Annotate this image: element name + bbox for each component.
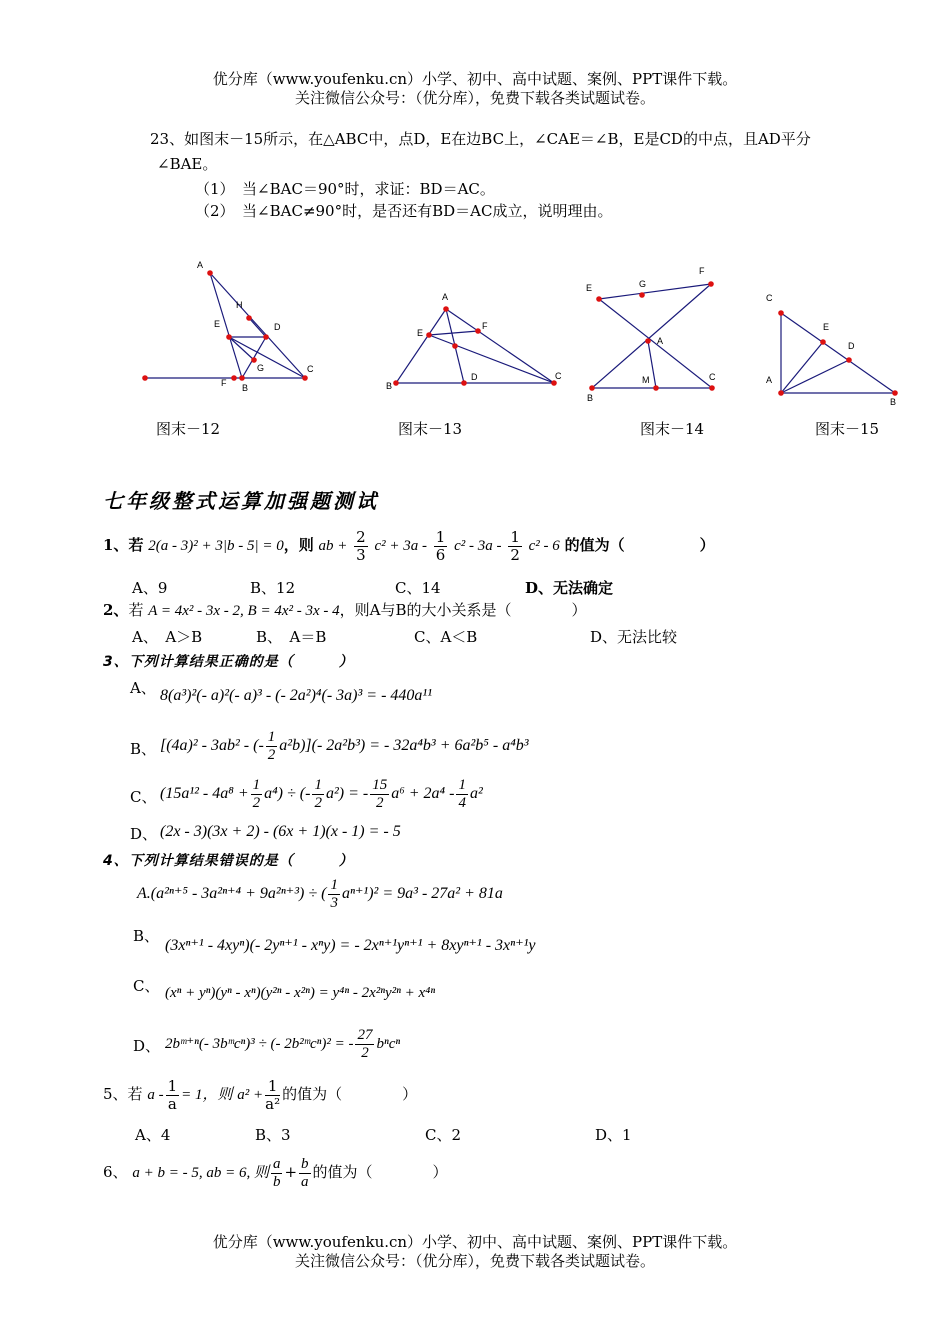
figure-14	[578, 262, 728, 407]
q23-line-2: ∠BAE。	[157, 155, 218, 173]
fig15-label-d: D	[848, 341, 855, 351]
caption-fig-12: 图末－12	[156, 420, 221, 438]
caption-fig-13: 图末－13	[398, 420, 463, 438]
q5-option-b: B、3	[255, 1126, 291, 1144]
fig14-label-a: A	[657, 336, 664, 346]
q6-stem: 6、 a + b = - 5, ab = 6, 则 $\frac{a}{b}$ + $\frac{b}{a}$ 的值为（ ）	[103, 1155, 448, 1190]
figure-15	[760, 290, 910, 410]
q2-option-d: D、无法比较	[590, 628, 678, 646]
fig12-label-h: H	[236, 300, 243, 310]
fig12-label-e: E	[214, 319, 221, 329]
q3-option-c-expr: (15a¹² - 4a⁸ + $\frac{1}{2}$ a⁴) ÷ (- $\frac{1}{2}$ a²) = - $\frac{15}{2}$ a⁶ + 2a⁴ - $\frac{1}{4}$ a²	[160, 776, 483, 811]
fig15-label-e: E	[823, 322, 830, 332]
q3-stem	[103, 651, 354, 671]
q4-option-b-label: B、	[133, 927, 160, 945]
q5-option-c: C、2	[425, 1126, 462, 1144]
fig14-label-e: E	[586, 283, 593, 293]
fig12-label-g: G	[257, 363, 265, 373]
fig12-label-b: B	[242, 383, 249, 393]
q4-option-d-expr: 2bᵐ⁺ⁿ(- 3bᵐcⁿ)³ ÷ (- 2b²ᵐcⁿ)² = - $\frac{27}{2}$ bⁿcⁿ	[165, 1027, 401, 1062]
q1-fraction-3: $\frac{1}{2}$	[510, 527, 520, 564]
fig13-label-f: F	[482, 321, 488, 331]
q5-option-d: D、1	[595, 1126, 632, 1144]
footer-line-1: 优分库（www.youfenku.cn）小学、初中、高中试题、案例、PPT课件下载。	[212, 1233, 738, 1251]
q4-option-d-label: D、	[133, 1037, 161, 1055]
q1-condition: 2(a - 3)² + 3|b - 5| = 0	[148, 538, 284, 554]
q3-option-a-label: A、	[130, 679, 156, 697]
fig12-label-f: F	[221, 378, 227, 388]
fig12-label-a: A	[197, 260, 204, 270]
q4-text: 下列计算结果错误的是（ ）	[128, 853, 354, 869]
fig12-label-c: C	[307, 364, 314, 374]
header-line-2: 关注微信公众号：（优分库），免费下载各类试题试卷。	[294, 89, 655, 107]
q6-number: 6、	[103, 1163, 128, 1181]
figure-12	[130, 255, 330, 400]
q2-pre: 若	[128, 601, 144, 619]
q3-option-d-expr: (2x - 3)(3x + 2) - (6x + 1)(x - 1) = - 5	[160, 823, 401, 840]
header-line-1: 优分库（www.youfenku.cn）小学、初中、高中试题、案例、PPT课件下载。	[212, 70, 738, 88]
q3-option-c-label: C、	[130, 788, 157, 806]
fig15-label-a: A	[766, 375, 773, 385]
q3-option-a-expr: 8(a³)²(- a)²(- a)³ - (- 2a²)⁴(- 3a)³ = - 440a¹¹	[160, 687, 432, 704]
q1-option-c: C、14	[395, 579, 441, 597]
q2-stem	[103, 599, 587, 620]
q1-mid: ，则	[283, 536, 314, 554]
fig14-label-g: G	[639, 279, 647, 289]
footer-line-2: 关注微信公众号：（优分库），免费下载各类试题试卷。	[294, 1252, 655, 1270]
q23-sub-2: （2） 当∠BAC≠90°时，是否还有BD＝AC成立，说明理由。	[195, 202, 613, 220]
q23-sub-1: （1） 当∠BAC＝90°时，求证：BD＝AC。	[195, 180, 495, 198]
caption-fig-14: 图末－14	[640, 420, 705, 438]
fig15-label-b: B	[890, 397, 897, 407]
q2-post: ，则A与B的大小关系是（ ）	[339, 601, 587, 619]
q23-line-1: 23、如图末－15所示，在△ABC中，点D，E在边BC上，∠CAE＝∠B，E是CD的中点，且AD平分	[150, 130, 811, 148]
q4-option-c-expr: (xⁿ + yⁿ)(yⁿ - xⁿ)(y²ⁿ - x²ⁿ) = y⁴ⁿ - 2x²ⁿy²ⁿ + x⁴ⁿ	[165, 985, 436, 1001]
q5-number: 5、若	[103, 1085, 143, 1103]
q1-expr-a: ab +	[318, 538, 348, 554]
q1-option-d: D、无法确定	[525, 579, 614, 597]
fig13-label-b: B	[386, 381, 393, 391]
q1-expr-c: c² - 3a -	[454, 538, 502, 554]
q2-option-c: C、A＜B	[414, 628, 478, 646]
fig13-label-d: D	[471, 372, 478, 382]
fig12-label-d: D	[274, 322, 281, 332]
q4-option-a-expr: A.(a²ⁿ⁺⁵ - 3a²ⁿ⁺⁴ + 9a²ⁿ⁺³) ÷ ( $\frac{1}{3}$ aⁿ⁺¹)² = 9a³ - 27a² + 81a	[137, 876, 503, 911]
fig13-label-a: A	[442, 292, 449, 302]
q5-stem: 5、若 a - $\frac{1}{a}$ = 1，则 a² + $\frac{1}{\text{a²}}$ 的值为（ ）	[103, 1076, 418, 1113]
fig13-label-e: E	[417, 328, 424, 338]
q1-option-a: A、9	[132, 579, 168, 597]
q4-number: 4、	[103, 853, 129, 869]
q3-number: 3、	[103, 654, 129, 670]
q1-stem	[103, 528, 715, 564]
q1-option-b: B、12	[250, 579, 296, 597]
q5-option-a: A、4	[135, 1126, 171, 1144]
caption-fig-15: 图末－15	[815, 420, 880, 438]
fig14-label-m: M	[642, 375, 650, 385]
q4-stem	[103, 850, 354, 870]
q1-fraction-2: $\frac{1}{6}$	[435, 527, 446, 564]
fig14-label-b: B	[587, 393, 594, 403]
q1-expr-b: c² + 3a -	[374, 538, 428, 554]
q3-option-b-label: B、	[130, 740, 157, 758]
q1-post: 的值为（ ）	[564, 536, 715, 554]
q2-expr: A = 4x² - 3x - 2, B = 4x² - 3x - 4	[148, 603, 340, 619]
section-title: 七年级整式运算加强题测试	[103, 489, 379, 513]
q4-option-c-label: C、	[133, 977, 160, 995]
q3-option-b-expr: [(4a)² - 3ab² - (- $\frac{1}{2}$ a²b)](- 2a²b³) = - 32a⁴b³ + 6a²b⁵ - a⁴b³	[160, 728, 529, 763]
q1-expr-d: c² - 6	[528, 538, 560, 554]
q1-pre: 若	[128, 536, 144, 554]
fig15-label-c: C	[766, 293, 773, 303]
fig14-label-c: C	[709, 372, 716, 382]
q2-option-b: B、 A＝B	[256, 628, 327, 646]
q2-number: 2、	[103, 601, 129, 619]
figure-13	[380, 285, 570, 395]
fig14-label-f: F	[699, 266, 705, 276]
q1-fraction-1: $\frac{2}{3}$	[356, 527, 366, 564]
fig13-label-c: C	[555, 371, 562, 381]
q2-option-a: A、 A＞B	[132, 628, 203, 646]
q3-option-d-label: D、	[130, 825, 158, 843]
q3-text: 下列计算结果正确的是（ ）	[128, 654, 354, 670]
q4-option-b-expr: (3xⁿ⁺¹ - 4xyⁿ)(- 2yⁿ⁺¹ - xⁿy) = - 2xⁿ⁺¹yⁿ⁺¹ + 8xyⁿ⁺¹ - 3xⁿ⁺¹y	[165, 937, 536, 954]
q1-number: 1、	[103, 536, 129, 554]
